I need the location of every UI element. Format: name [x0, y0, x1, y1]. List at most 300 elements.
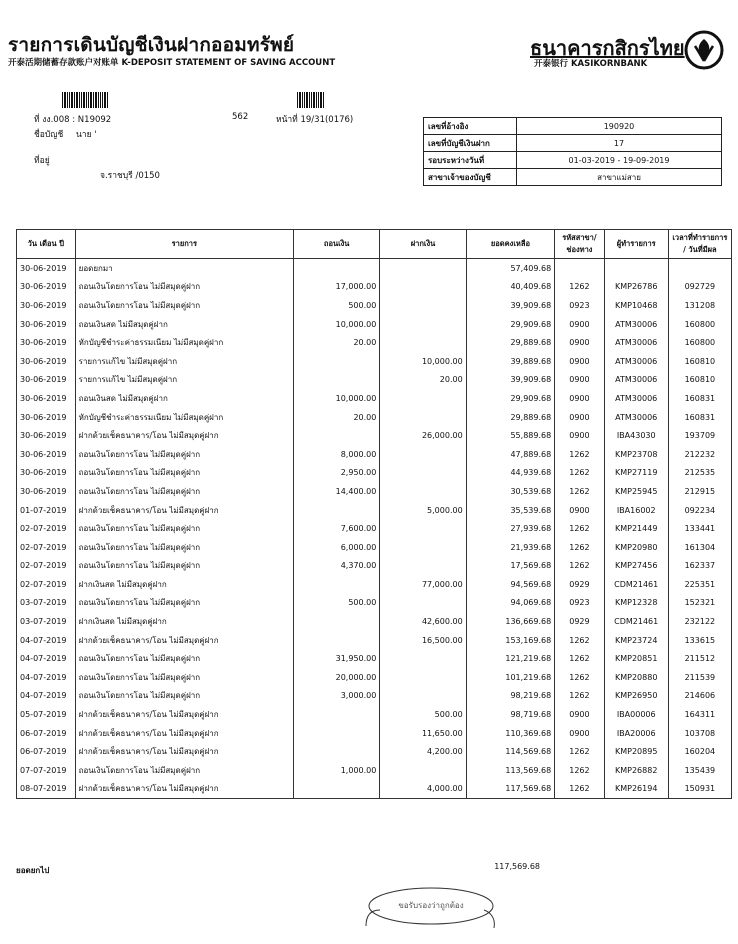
cell-description: ถอนเงินโดยการโอน ไม่มีสมุดคู่ฝาก	[75, 668, 293, 687]
cell-user: IBA16002	[604, 501, 668, 520]
cell-user: KMP23724	[604, 631, 668, 650]
cell-user: KMP23708	[604, 445, 668, 464]
cell-deposit: 11,650.00	[380, 724, 466, 743]
cell-date: 30-06-2019	[17, 445, 76, 464]
cell-withdraw: 2,950.00	[294, 464, 380, 483]
cell-balance: 55,889.68	[466, 426, 555, 445]
cell-branch: 0900	[555, 371, 604, 390]
info-row-account-number	[424, 135, 722, 152]
cell-user: ATM30006	[604, 315, 668, 334]
cell-date: 04-07-2019	[17, 649, 76, 668]
cell-branch: 1262	[555, 482, 604, 501]
info-value: 17	[517, 135, 722, 152]
table-row	[17, 761, 732, 780]
cell-user: KMP20895	[604, 742, 668, 761]
table-row	[17, 687, 732, 706]
cell-date: 02-07-2019	[17, 538, 76, 557]
account-name-label: ชื่อบัญชี	[34, 130, 64, 140]
cell-date: 08-07-2019	[17, 780, 76, 799]
cell-withdraw: 3,000.00	[294, 687, 380, 706]
cell-balance: 113,569.68	[466, 761, 555, 780]
table-header-row	[17, 230, 732, 259]
cell-balance: 47,889.68	[466, 445, 555, 464]
cell-description: ถอนเงินสด ไม่มีสมุดคู่ฝาก	[75, 315, 293, 334]
cell-balance: 21,939.68	[466, 538, 555, 557]
cell-time: 133615	[668, 631, 731, 650]
cell-withdraw: 20.00	[294, 333, 380, 352]
cell-branch: 1262	[555, 464, 604, 483]
cell-user: KMP27456	[604, 557, 668, 576]
cell-deposit	[380, 482, 466, 501]
cell-time: 212232	[668, 445, 731, 464]
cell-deposit: 16,500.00	[380, 631, 466, 650]
cell-description: รายการแก้ไข ไม่มีสมุดคู่ฝาก	[75, 371, 293, 390]
cell-time: 161304	[668, 538, 731, 557]
column-header-user: ผู้ทำรายการ	[604, 230, 668, 259]
cell-user: CDM21461	[604, 575, 668, 594]
cell-description: ถอนเงินโดยการโอน ไม่มีสมุดคู่ฝาก	[75, 538, 293, 557]
cell-deposit	[380, 649, 466, 668]
cell-date: 04-07-2019	[17, 631, 76, 650]
cell-time: 135439	[668, 761, 731, 780]
cell-deposit: 500.00	[380, 705, 466, 724]
certification-stamp-icon	[356, 884, 506, 944]
table-row	[17, 649, 732, 668]
cell-time: 162337	[668, 557, 731, 576]
cell-branch: 1262	[555, 519, 604, 538]
cell-balance: 29,889.68	[466, 408, 555, 427]
cell-withdraw	[294, 501, 380, 520]
table-row	[17, 408, 732, 427]
cell-deposit	[380, 687, 466, 706]
cell-date: 30-06-2019	[17, 408, 76, 427]
cell-balance: 153,169.68	[466, 631, 555, 650]
cell-withdraw: 14,400.00	[294, 482, 380, 501]
info-value: 190920	[517, 118, 722, 135]
cell-withdraw: 500.00	[294, 594, 380, 613]
cell-branch: 0900	[555, 705, 604, 724]
cell-date: 30-06-2019	[17, 278, 76, 297]
cell-user: IBA00006	[604, 705, 668, 724]
cell-branch: 1262	[555, 631, 604, 650]
cell-description: ถอนเงินโดยการโอน ไม่มีสมุดคู่ฝาก	[75, 594, 293, 613]
cell-deposit	[380, 408, 466, 427]
info-label: เลขที่บัญชีเงินฝาก	[424, 135, 517, 152]
cell-balance: 98,719.68	[466, 705, 555, 724]
cell-description: ถอนเงินโดยการโอน ไม่มีสมุดคู่ฝาก	[75, 649, 293, 668]
cell-time: 211512	[668, 649, 731, 668]
cell-withdraw	[294, 612, 380, 631]
cell-date: 06-07-2019	[17, 742, 76, 761]
cell-time: 133441	[668, 519, 731, 538]
cell-time: 160810	[668, 371, 731, 390]
cell-user: KMP26194	[604, 780, 668, 799]
cell-description: ฝากด้วยเช็คธนาคาร/โอน ไม่มีสมุดคู่ฝาก	[75, 501, 293, 520]
cell-balance: 98,219.68	[466, 687, 555, 706]
cell-withdraw: 6,000.00	[294, 538, 380, 557]
cell-date: 04-07-2019	[17, 687, 76, 706]
cell-balance: 30,539.68	[466, 482, 555, 501]
cell-balance: 35,539.68	[466, 501, 555, 520]
info-row-period	[424, 152, 722, 169]
cell-withdraw: 31,950.00	[294, 649, 380, 668]
table-row	[17, 278, 732, 297]
cell-time: 225351	[668, 575, 731, 594]
table-row	[17, 464, 732, 483]
cell-withdraw: 10,000.00	[294, 389, 380, 408]
cell-description: ฝากเงินสด ไม่มีสมุดคู่ฝาก	[75, 612, 293, 631]
table-row	[17, 668, 732, 687]
table-row	[17, 538, 732, 557]
cell-balance: 114,569.68	[466, 742, 555, 761]
cell-user: ATM30006	[604, 371, 668, 390]
cell-withdraw	[294, 352, 380, 371]
table-row	[17, 389, 732, 408]
cell-deposit	[380, 668, 466, 687]
cell-description: ฝากด้วยเช็คธนาคาร/โอน ไม่มีสมุดคู่ฝาก	[75, 631, 293, 650]
cell-date: 03-07-2019	[17, 612, 76, 631]
cell-balance: 121,219.68	[466, 649, 555, 668]
column-header-description: รายการ	[75, 230, 293, 259]
cell-balance: 44,939.68	[466, 464, 555, 483]
cell-description: ถอนเงินโดยการโอน ไม่มีสมุดคู่ฝาก	[75, 557, 293, 576]
column-header-withdraw: ถอนเงิน	[294, 230, 380, 259]
cell-deposit: 77,000.00	[380, 575, 466, 594]
account-info-table	[423, 117, 722, 186]
cell-branch	[555, 259, 604, 278]
cell-description: หักบัญชีชำระค่าธรรมเนียม ไม่มีสมุดคู่ฝาก	[75, 333, 293, 352]
cell-branch: 1262	[555, 761, 604, 780]
cell-deposit	[380, 278, 466, 297]
cell-balance: 117,569.68	[466, 780, 555, 799]
cell-withdraw	[294, 426, 380, 445]
info-row-reference	[424, 118, 722, 135]
cell-date: 02-07-2019	[17, 519, 76, 538]
cell-branch: 1262	[555, 445, 604, 464]
cell-balance: 110,369.68	[466, 724, 555, 743]
cell-user: ATM30006	[604, 352, 668, 371]
cell-withdraw: 7,600.00	[294, 519, 380, 538]
cell-user: CDM21461	[604, 612, 668, 631]
cell-withdraw: 500.00	[294, 296, 380, 315]
cell-deposit	[380, 761, 466, 780]
cell-description: ถอนเงินโดยการโอน ไม่มีสมุดคู่ฝาก	[75, 278, 293, 297]
page-number: หน้าที่ 19/31(0176)	[276, 115, 354, 125]
cell-description: ยอดยกมา	[75, 259, 293, 278]
cell-user: IBA43030	[604, 426, 668, 445]
barcode-right	[297, 92, 325, 108]
cell-deposit	[380, 519, 466, 538]
cell-balance: 29,909.68	[466, 389, 555, 408]
table-row	[17, 315, 732, 334]
cell-branch: 0900	[555, 333, 604, 352]
address-label: ที่อยู่	[34, 156, 50, 166]
cell-time: 160831	[668, 408, 731, 427]
cell-time: 232122	[668, 612, 731, 631]
cell-user: KMP12328	[604, 594, 668, 613]
cell-balance: 17,569.68	[466, 557, 555, 576]
column-header-date: วัน เดือน ปี	[17, 230, 76, 259]
cell-user: ATM30006	[604, 389, 668, 408]
cell-branch: 0900	[555, 426, 604, 445]
cell-withdraw	[294, 742, 380, 761]
cell-withdraw: 20.00	[294, 408, 380, 427]
cell-user	[604, 259, 668, 278]
table-row	[17, 724, 732, 743]
statement-title-en: 开泰活期储蓄存款账户对账单 K-DEPOSIT STATEMENT OF SAVING ACCOUNT	[8, 58, 336, 68]
cell-branch: 0900	[555, 389, 604, 408]
cell-date: 02-07-2019	[17, 557, 76, 576]
cell-date: 06-07-2019	[17, 724, 76, 743]
info-value: สาขาแม่สาย	[517, 169, 722, 186]
cell-description: หักบัญชีชำระค่าธรรมเนียม ไม่มีสมุดคู่ฝาก	[75, 408, 293, 427]
cell-date: 02-07-2019	[17, 575, 76, 594]
info-label: สาขาเจ้าของบัญชี	[424, 169, 517, 186]
cell-branch: 1262	[555, 668, 604, 687]
table-row	[17, 705, 732, 724]
cell-description: ฝากด้วยเช็คธนาคาร/โอน ไม่มีสมุดคู่ฝาก	[75, 426, 293, 445]
cell-description: ถอนเงินสด ไม่มีสมุดคู่ฝาก	[75, 389, 293, 408]
cell-description: ถอนเงินโดยการโอน ไม่มีสมุดคู่ฝาก	[75, 687, 293, 706]
cell-date: 30-06-2019	[17, 464, 76, 483]
table-row	[17, 482, 732, 501]
cell-user: KMP27119	[604, 464, 668, 483]
table-row	[17, 296, 732, 315]
cell-time: 193709	[668, 426, 731, 445]
cell-deposit	[380, 333, 466, 352]
cell-branch: 0900	[555, 501, 604, 520]
cell-user: KMP20980	[604, 538, 668, 557]
cell-deposit: 4,200.00	[380, 742, 466, 761]
cell-date: 30-06-2019	[17, 371, 76, 390]
cell-balance: 29,909.68	[466, 315, 555, 334]
cell-branch: 1262	[555, 687, 604, 706]
table-row	[17, 371, 732, 390]
cell-user: ATM30006	[604, 408, 668, 427]
cell-branch: 0900	[555, 724, 604, 743]
column-header-deposit: ฝากเงิน	[380, 230, 466, 259]
cell-balance: 39,909.68	[466, 371, 555, 390]
column-header-branch: รหัสสาขา/ ช่องทาง	[555, 230, 604, 259]
cell-deposit	[380, 389, 466, 408]
cell-time: 103708	[668, 724, 731, 743]
cell-branch: 0900	[555, 352, 604, 371]
table-row	[17, 575, 732, 594]
cell-deposit: 42,600.00	[380, 612, 466, 631]
cell-balance: 57,409.68	[466, 259, 555, 278]
cell-deposit: 20.00	[380, 371, 466, 390]
bank-name-th: ธนาคารกสิกรไทย	[530, 36, 685, 60]
cell-deposit: 26,000.00	[380, 426, 466, 445]
transactions-body	[17, 259, 732, 799]
cell-time: 092234	[668, 501, 731, 520]
cell-withdraw: 20,000.00	[294, 668, 380, 687]
cell-branch: 1262	[555, 742, 604, 761]
table-row	[17, 259, 732, 278]
table-row	[17, 780, 732, 799]
cell-deposit	[380, 557, 466, 576]
cell-time: 214606	[668, 687, 731, 706]
cell-withdraw: 4,370.00	[294, 557, 380, 576]
table-row	[17, 742, 732, 761]
table-row	[17, 333, 732, 352]
cell-description: ถอนเงินโดยการโอน ไม่มีสมุดคู่ฝาก	[75, 445, 293, 464]
cell-date: 30-06-2019	[17, 296, 76, 315]
cell-time: 160831	[668, 389, 731, 408]
bank-name-en: 开泰银行 KASIKORNBANK	[534, 59, 648, 69]
cell-deposit	[380, 445, 466, 464]
statement-title-th: รายการเดินบัญชีเงินฝากออมทรัพย์	[8, 34, 295, 56]
cell-user: KMP26950	[604, 687, 668, 706]
cell-withdraw	[294, 724, 380, 743]
cell-time: 160204	[668, 742, 731, 761]
cell-time: 160810	[668, 352, 731, 371]
cell-withdraw: 8,000.00	[294, 445, 380, 464]
info-value: 01-03-2019 - 19-09-2019	[517, 152, 722, 169]
cell-deposit: 10,000.00	[380, 352, 466, 371]
cell-balance: 94,069.68	[466, 594, 555, 613]
barcode-left	[62, 92, 109, 108]
table-row	[17, 612, 732, 631]
cell-branch: 0923	[555, 594, 604, 613]
cell-deposit	[380, 315, 466, 334]
cell-description: ถอนเงินโดยการโอน ไม่มีสมุดคู่ฝาก	[75, 761, 293, 780]
cell-deposit: 4,000.00	[380, 780, 466, 799]
cell-branch: 1262	[555, 649, 604, 668]
cell-time: 150931	[668, 780, 731, 799]
cell-description: ฝากเงินสด ไม่มีสมุดคู่ฝาก	[75, 575, 293, 594]
cell-balance: 101,219.68	[466, 668, 555, 687]
cell-description: ถอนเงินโดยการโอน ไม่มีสมุดคู่ฝาก	[75, 464, 293, 483]
cell-withdraw	[294, 371, 380, 390]
cell-date: 30-06-2019	[17, 389, 76, 408]
cell-deposit	[380, 594, 466, 613]
table-row	[17, 557, 732, 576]
cell-user: ATM30006	[604, 333, 668, 352]
cell-deposit: 5,000.00	[380, 501, 466, 520]
cell-withdraw	[294, 575, 380, 594]
cell-description: ฝากด้วยเช็คธนาคาร/โอน ไม่มีสมุดคู่ฝาก	[75, 705, 293, 724]
cell-time: 092729	[668, 278, 731, 297]
cell-user: KMP26882	[604, 761, 668, 780]
cell-withdraw: 1,000.00	[294, 761, 380, 780]
cell-balance: 39,909.68	[466, 296, 555, 315]
table-row	[17, 445, 732, 464]
cell-date: 04-07-2019	[17, 668, 76, 687]
cell-withdraw: 17,000.00	[294, 278, 380, 297]
cell-date: 30-06-2019	[17, 426, 76, 445]
cell-branch: 1262	[555, 278, 604, 297]
cell-description: ถอนเงินโดยการโอน ไม่มีสมุดคู่ฝาก	[75, 519, 293, 538]
cell-date: 07-07-2019	[17, 761, 76, 780]
cell-description: ฝากด้วยเช็คธนาคาร/โอน ไม่มีสมุดคู่ฝาก	[75, 742, 293, 761]
cell-date: 30-06-2019	[17, 333, 76, 352]
cell-description: ฝากด้วยเช็คธนาคาร/โอน ไม่มีสมุดคู่ฝาก	[75, 724, 293, 743]
info-label: รอบระหว่างวันที่	[424, 152, 517, 169]
cell-branch: 1262	[555, 538, 604, 557]
cell-description: ถอนเงินโดยการโอน ไม่มีสมุดคู่ฝาก	[75, 482, 293, 501]
table-row	[17, 352, 732, 371]
cell-date: 30-06-2019	[17, 482, 76, 501]
table-row	[17, 594, 732, 613]
cell-date: 01-07-2019	[17, 501, 76, 520]
cell-branch: 0923	[555, 296, 604, 315]
cell-time: 160800	[668, 315, 731, 334]
cell-branch: 0900	[555, 408, 604, 427]
info-label: เลขที่อ้างอิง	[424, 118, 517, 135]
cell-user: IBA20006	[604, 724, 668, 743]
cell-deposit	[380, 296, 466, 315]
cell-user: KMP26786	[604, 278, 668, 297]
cell-date: 30-06-2019	[17, 259, 76, 278]
table-row	[17, 426, 732, 445]
cell-branch: 0900	[555, 315, 604, 334]
account-name-value: นาย '	[76, 130, 97, 140]
cell-branch: 0929	[555, 575, 604, 594]
reference-suffix: 562	[232, 112, 249, 122]
cell-user: KMP21449	[604, 519, 668, 538]
cell-date: 30-06-2019	[17, 315, 76, 334]
stamp-text: ขอรับรองว่าถูกต้อง	[398, 901, 464, 910]
cell-withdraw	[294, 780, 380, 799]
cell-balance: 94,569.68	[466, 575, 555, 594]
cell-date: 30-06-2019	[17, 352, 76, 371]
cell-time: 160800	[668, 333, 731, 352]
table-row	[17, 631, 732, 650]
reference-number: ที่ งง.008 : N19092	[34, 115, 112, 125]
cell-user: KMP20880	[604, 668, 668, 687]
column-header-balance: ยอดคงเหลือ	[466, 230, 555, 259]
cell-user: KMP25945	[604, 482, 668, 501]
cell-deposit	[380, 538, 466, 557]
cell-date: 05-07-2019	[17, 705, 76, 724]
cell-user: KMP20851	[604, 649, 668, 668]
address-value: จ.ราชบุรี /0150	[100, 171, 160, 181]
table-row	[17, 501, 732, 520]
cell-time: 212535	[668, 464, 731, 483]
cell-date: 03-07-2019	[17, 594, 76, 613]
info-row-branch	[424, 169, 722, 186]
cell-time: 212915	[668, 482, 731, 501]
cell-balance: 27,939.68	[466, 519, 555, 538]
cell-balance: 136,669.68	[466, 612, 555, 631]
cell-balance: 40,409.68	[466, 278, 555, 297]
carry-forward-value: 117,569.68	[494, 862, 540, 871]
cell-time: 131208	[668, 296, 731, 315]
carry-forward-label: ยอดยกไป	[16, 866, 50, 875]
cell-time: 211539	[668, 668, 731, 687]
table-row	[17, 519, 732, 538]
cell-balance: 29,889.68	[466, 333, 555, 352]
cell-time: 152321	[668, 594, 731, 613]
transactions-table	[16, 229, 732, 799]
cell-branch: 0929	[555, 612, 604, 631]
column-header-time: เวลาที่ทำรายการ / วันที่มีผล	[668, 230, 731, 259]
cell-branch: 1262	[555, 557, 604, 576]
cell-deposit	[380, 259, 466, 278]
cell-branch: 1262	[555, 780, 604, 799]
cell-withdraw	[294, 705, 380, 724]
cell-withdraw	[294, 631, 380, 650]
cell-withdraw	[294, 259, 380, 278]
cell-balance: 39,889.68	[466, 352, 555, 371]
cell-deposit	[380, 464, 466, 483]
cell-description: รายการแก้ไข ไม่มีสมุดคู่ฝาก	[75, 352, 293, 371]
cell-user: KMP10468	[604, 296, 668, 315]
cell-description: ถอนเงินโดยการโอน ไม่มีสมุดคู่ฝาก	[75, 296, 293, 315]
cell-time	[668, 259, 731, 278]
cell-time: 164311	[668, 705, 731, 724]
